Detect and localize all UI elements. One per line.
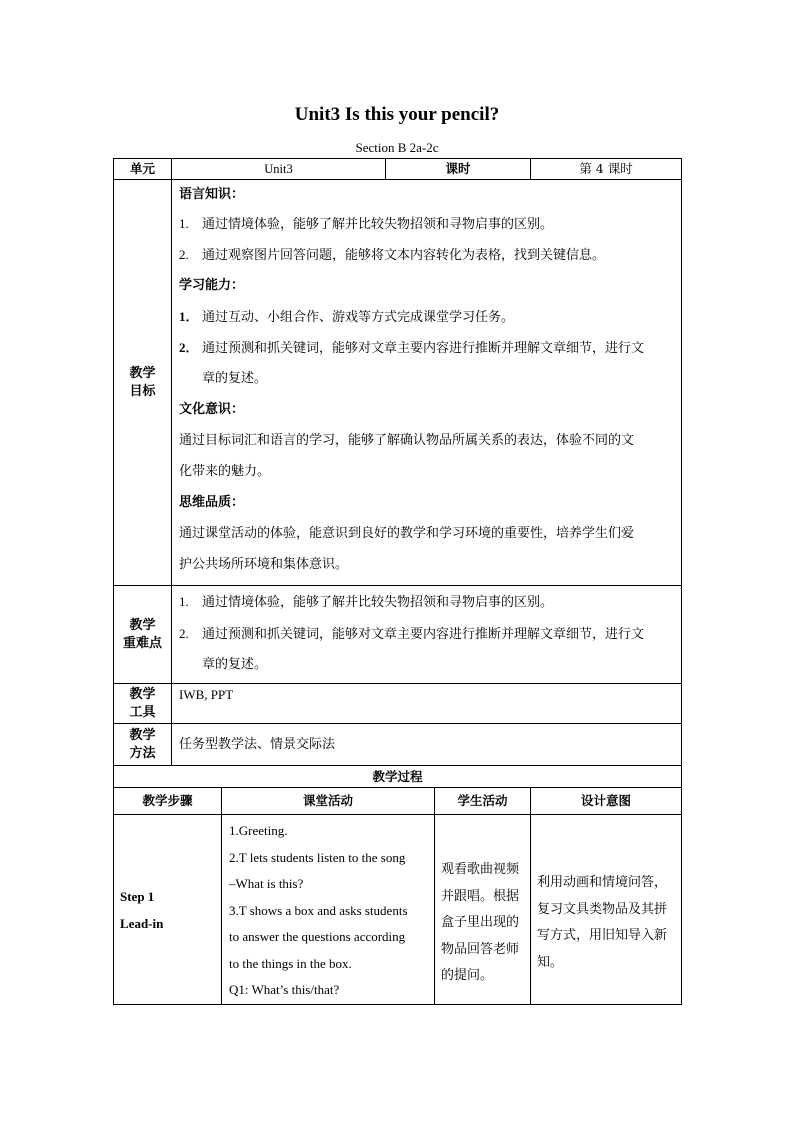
activity-cell — [222, 815, 435, 1005]
item-text: 通过预测和抓关键词，能够对文章主要内容进行推断并理解文章细节，进行文 — [202, 341, 645, 356]
objectives-label-line2: 目标 — [129, 383, 156, 399]
objectives-content — [172, 180, 682, 586]
period-value: 第 4 课时 — [531, 159, 682, 180]
student-activity-cell: 观看歌曲视频并跟唱。根据盒子里出现的物品回答老师的提问。 — [435, 815, 531, 1005]
activity-line: –What is this? — [229, 876, 304, 891]
tools-label-line2: 工具 — [129, 704, 156, 720]
tools-row — [114, 684, 682, 724]
table-row — [114, 815, 682, 1005]
item-text: 通过观察图片回答问题，能够将文本内容转化为表格，找到关键信息。 — [202, 248, 606, 263]
item-continuation: 章的复述。 — [202, 657, 268, 672]
step-title: Step 1 — [120, 889, 155, 905]
lesson-title: Unit3 Is this your pencil? — [294, 104, 500, 125]
list-item — [179, 208, 675, 239]
tools-label — [114, 684, 172, 724]
item-text: 通过预测和抓关键词，能够对文章主要内容进行推断并理解文章细节，进行文 — [202, 627, 645, 642]
activity-line: 1.Greeting. — [229, 823, 288, 838]
key-points-row — [114, 586, 682, 684]
key-points-content — [172, 586, 682, 684]
item-text: 通过情境体验，能够了解并比较失物招领和寻物启事的区别。 — [202, 217, 554, 232]
tools-label-line1: 教学 — [129, 686, 156, 702]
culture-text-line1: 通过目标词汇和语言的学习，能够了解确认物品所属关系的表达，体验不同的文 — [179, 433, 635, 448]
item-text: 通过情境体验，能够了解并比较失物招领和寻物启事的区别。 — [202, 595, 554, 610]
key-points-label-line1: 教学 — [129, 617, 156, 633]
list-item — [179, 588, 675, 618]
list-item — [179, 618, 675, 649]
item-number: 2． — [179, 340, 199, 355]
list-item — [179, 239, 675, 270]
list-item — [179, 332, 675, 363]
item-text: 通过互动、小组合作、游戏等方式完成课堂学习任务。 — [202, 310, 515, 325]
lesson-plan-table — [113, 158, 682, 1005]
design-intent-cell: 利用动画和情境问答，复习文具类物品及其拼写方式，用旧知导入新知。 — [531, 815, 682, 1005]
activity-line: Q1: What’s this/that? — [229, 982, 340, 997]
column-header-intent: 设计意图 — [531, 788, 682, 815]
activity-line: 2.T lets students listen to the song — [229, 849, 406, 865]
thinking-heading: 思维品质： — [179, 495, 245, 510]
item-continuation: 章的复述。 — [202, 371, 268, 386]
thinking-text-line2: 护公共场所环境和集体意识。 — [179, 557, 349, 572]
activity-line: to answer the questions according — [229, 929, 406, 944]
item-number: 2. — [179, 626, 189, 641]
culture-text-line2: 化带来的魅力。 — [179, 464, 271, 479]
lesson-subtitle: Section B 2a-2c — [355, 140, 439, 155]
column-header-step: 教学步骤 — [114, 788, 222, 815]
methods-label-line2: 方法 — [129, 745, 156, 761]
column-header-activity: 课堂活动 — [222, 788, 435, 815]
objectives-label — [114, 180, 172, 586]
activity-line: 3.T shows a box and asks students — [229, 902, 408, 918]
thinking-text-line1: 通过课堂活动的体验，能意识到良好的教学和学习环境的重要性，培养学生们爱 — [179, 526, 635, 541]
key-points-label-line2: 重难点 — [122, 635, 162, 651]
key-points-label — [114, 586, 172, 684]
column-header-student: 学生活动 — [435, 788, 531, 815]
culture-heading: 文化意识： — [179, 402, 245, 417]
period-label: 课时 — [386, 159, 531, 180]
tools-value: IWB, PPT — [172, 684, 682, 724]
process-heading: 教学过程 — [114, 766, 682, 788]
step-cell — [114, 815, 222, 1005]
methods-value: 任务型教学法、情景交际法 — [172, 724, 682, 766]
item-number: 1. — [179, 216, 189, 231]
methods-label-line1: 教学 — [129, 727, 156, 743]
process-heading-row — [114, 766, 682, 788]
ability-heading: 学习能力： — [179, 278, 245, 293]
header-row — [114, 159, 682, 180]
item-number: 2. — [179, 247, 189, 262]
list-item — [179, 301, 675, 332]
step-subtitle: Lead-in — [120, 915, 164, 931]
objectives-row — [114, 180, 682, 586]
methods-row — [114, 724, 682, 766]
item-number: 1. — [179, 594, 189, 609]
methods-label — [114, 724, 172, 766]
unit-label: 单元 — [114, 159, 172, 180]
item-number: 1． — [179, 309, 199, 324]
unit-value: Unit3 — [172, 159, 386, 180]
objectives-label-line1: 教学 — [129, 365, 156, 381]
activity-line: to the things in the box. — [229, 955, 352, 971]
language-heading: 语言知识： — [179, 187, 245, 202]
process-columns-row — [114, 788, 682, 815]
